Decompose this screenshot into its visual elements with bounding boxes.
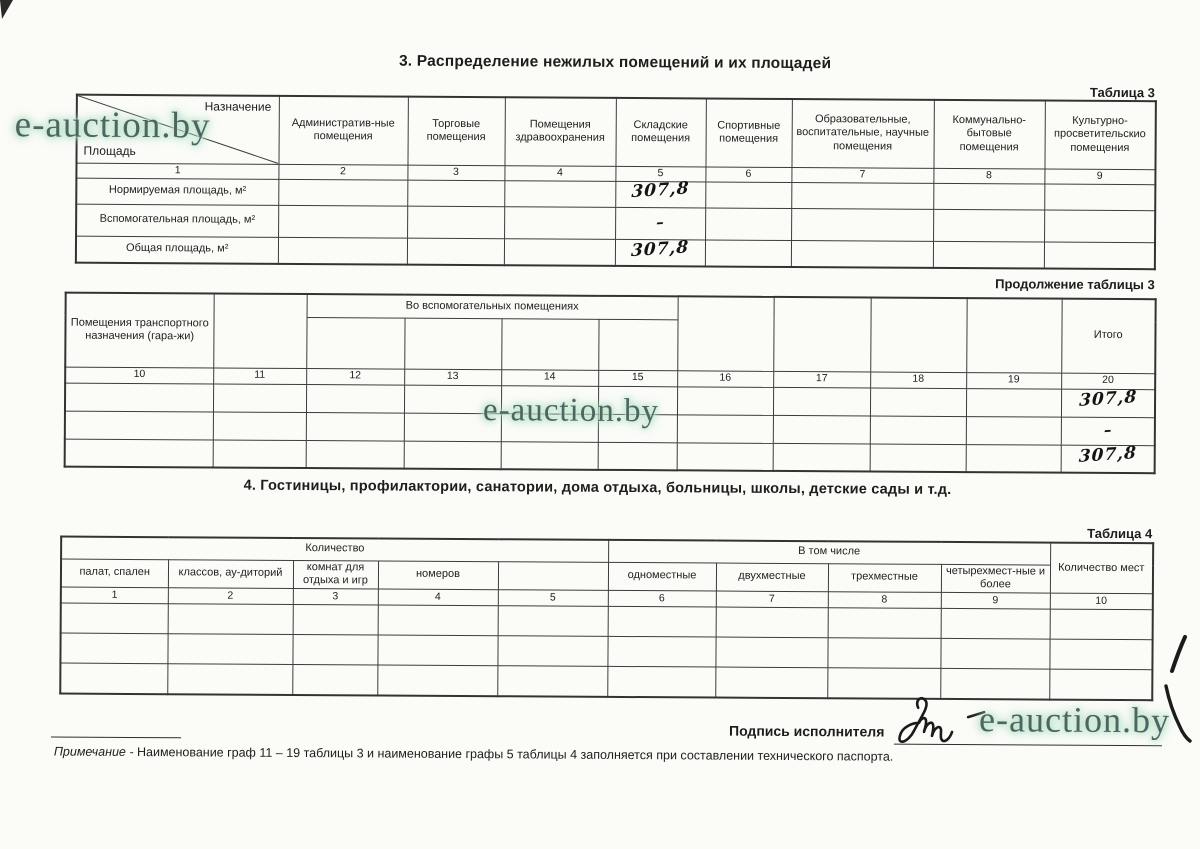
table-cell: [498, 606, 608, 637]
column-header: палат, спален: [61, 559, 168, 588]
column-header: четырехмест-ные и более: [941, 564, 1050, 593]
empty-sub-header: [501, 318, 598, 370]
layout-element: [899, 698, 984, 742]
table-cell: [60, 663, 167, 694]
table-cell: [773, 387, 870, 416]
watermark-top-left: e-auction.by: [14, 104, 211, 147]
table-3-continuation: [64, 292, 1157, 475]
column-header: Спортивные помещения: [705, 98, 791, 167]
handwritten-cell: [1061, 417, 1155, 446]
layout-element: [899, 698, 952, 742]
table-cell: [278, 179, 407, 206]
table-cell: [213, 411, 306, 440]
handwritten-cell: [615, 207, 705, 240]
column-header: Административ-ные помещения: [278, 96, 407, 165]
empty-column-header: [498, 561, 608, 590]
handwritten-value: 307,8: [1078, 443, 1137, 467]
table-cell: 2: [278, 164, 407, 180]
table-cell: 4: [504, 165, 615, 181]
handwritten-cell: [1061, 445, 1155, 474]
table-cell: 9: [1044, 169, 1155, 185]
table-cell: [705, 181, 791, 208]
table-cell: 14: [501, 369, 598, 386]
handwritten-value: 307,8: [630, 178, 690, 203]
table-cell: [213, 439, 306, 468]
handwritten-cell: [615, 178, 705, 208]
quantity-span-header: Количество: [61, 537, 608, 562]
empty-column-header: [870, 297, 966, 372]
table-cell: 20: [1061, 373, 1155, 390]
section4-title: 4. Гостиницы, профилактории, санатории, дома отдыха, больницы, школы, детские сады и т.д.: [243, 477, 952, 498]
table-cell: [677, 414, 773, 443]
table-cell: 10: [1050, 593, 1153, 610]
table-cell: [677, 386, 773, 415]
table-cell: [404, 441, 501, 470]
layout-element: [76, 95, 1156, 270]
table-row: [76, 236, 1155, 270]
table-cell: [61, 603, 168, 634]
table-cell: [791, 208, 933, 241]
table-cell: 8: [828, 592, 941, 609]
table-cell: [940, 638, 1049, 669]
footnote-text: Наименование граф 11 – 19 таблицы 3 и наименование графы 5 таблицы 4 заполняется при составлении технического паспорта.: [136, 745, 894, 764]
table-cell: 13: [404, 369, 501, 386]
table-cell: [292, 664, 377, 695]
layout-element: [65, 293, 1156, 474]
table-cell: [377, 665, 497, 696]
table-cell: [933, 241, 1044, 269]
corner-label-ploshchad: Площадь: [83, 143, 136, 158]
table-cell: 15: [598, 370, 677, 386]
column-header: Торговые помещения: [407, 97, 504, 166]
column-header: номеров: [378, 560, 498, 589]
garage-column-header: Помещения транспортного назначения (гара-жи): [65, 293, 213, 368]
table-cell: [677, 442, 773, 471]
layout-element: [60, 537, 1153, 700]
table4-caption: Таблица 4: [1087, 525, 1153, 542]
table-cell: [1044, 184, 1155, 211]
table-cell: [378, 605, 498, 636]
empty-sub-header: [306, 317, 404, 369]
table-cell: [1049, 639, 1152, 670]
table-cell: [608, 606, 716, 637]
table-cell: [504, 238, 615, 266]
column-header: трехместные: [828, 563, 941, 592]
table-cell: 9: [941, 592, 1050, 609]
table-cell: 17: [773, 371, 870, 388]
table-cell: [65, 439, 213, 468]
table-cell: [377, 635, 497, 666]
table-cell: [1049, 669, 1152, 700]
table-cell: [167, 664, 292, 695]
table-cell: [607, 666, 715, 697]
watermark-middle: e-auction.by: [482, 392, 660, 430]
table-cell: [791, 240, 933, 268]
table-cell: [501, 441, 598, 470]
column-header: Помещения здравоохранения: [504, 97, 615, 166]
table-cell: [870, 443, 966, 472]
table-cell: [827, 638, 940, 669]
table-cell: [941, 608, 1050, 639]
table-cell: [870, 387, 966, 416]
table-cell: [407, 238, 504, 266]
table-cell: [278, 205, 407, 238]
table-cell: 3: [407, 165, 504, 181]
table-cell: [773, 443, 870, 472]
row-label: Общая площадь, м²: [76, 236, 278, 264]
column-header: Складские помещения: [615, 98, 705, 167]
table-row: [65, 439, 1155, 474]
table-cell: 19: [966, 372, 1061, 389]
table-cell: 6: [705, 166, 791, 182]
table-cell: [497, 666, 607, 697]
table-cell: [407, 180, 504, 207]
table-cell: [306, 412, 404, 441]
table-cell: [607, 636, 715, 667]
footnote-label: Примечание -: [53, 744, 134, 759]
column-header: одноместные: [608, 562, 716, 591]
table-cell: [716, 607, 828, 638]
places-column-header: Количество мест: [1050, 543, 1153, 594]
table-cell: [213, 383, 306, 412]
total-column-header: Итого: [1061, 299, 1155, 374]
table-cell: [292, 634, 377, 665]
handwritten-value: –: [1103, 420, 1113, 439]
table-cell: [504, 180, 615, 207]
table-cell: [1044, 210, 1155, 243]
table-cell: 1: [76, 163, 278, 179]
table-3: [75, 94, 1157, 271]
empty-column-header: [773, 297, 870, 372]
handwritten-value: 307,8: [1078, 387, 1138, 412]
table-cell: 2: [168, 588, 293, 605]
table-cell: 4: [378, 589, 498, 606]
column-header: двухместные: [716, 563, 828, 592]
row-label: Нормируемая площадь, м²: [76, 178, 278, 205]
table-cell: [715, 667, 827, 698]
handwritten-value: 307,8: [630, 236, 690, 261]
table-cell: [598, 442, 677, 470]
table3-continuation-caption: Продолжение таблицы 3: [995, 276, 1155, 293]
table-cell: [65, 411, 213, 440]
table-4: [59, 536, 1154, 701]
table-cell: 6: [608, 590, 716, 607]
table-cell: 10: [65, 367, 213, 384]
column-header: Коммунально-бытовые помещения: [933, 100, 1044, 169]
column-header: Образовательные, воспитательные, научные помещения: [791, 99, 933, 168]
table-cell: 8: [933, 168, 1044, 184]
table-cell: 3: [293, 588, 378, 605]
table-cell: [504, 206, 615, 239]
table-cell: [1044, 242, 1155, 270]
empty-column-header: [213, 293, 306, 368]
table-cell: [1050, 609, 1153, 640]
table-cell: [497, 636, 607, 667]
table-cell: 18: [870, 371, 966, 388]
table3-header-row: [76, 95, 1155, 170]
table-cell: 7: [716, 591, 828, 608]
watermark-bottom-right: e-auction.by: [978, 699, 1171, 741]
table-cell: [870, 415, 966, 444]
table-cell: [715, 637, 827, 668]
table-cell: [705, 207, 791, 240]
signature-label: Подпись исполнителя: [728, 722, 885, 740]
row-label: Вспомогательная площадь, м²: [76, 204, 278, 237]
empty-column-header: [677, 296, 773, 371]
table-cell: [65, 383, 213, 412]
handwritten-cell: [615, 236, 705, 267]
table-cell: [60, 633, 167, 664]
note-top-line: [51, 736, 181, 738]
table-cell: [168, 604, 293, 635]
table-cell: 11: [213, 367, 306, 384]
table-cell: 16: [677, 370, 773, 387]
column-header: Культурно-просветительскио помещения: [1044, 101, 1155, 170]
table-cell: [167, 634, 292, 665]
column-header: классов, ау-диторий: [168, 559, 293, 588]
table-cell: [705, 239, 791, 267]
table-cell: [933, 183, 1044, 210]
table-cell: [791, 182, 933, 209]
table-cell: [933, 209, 1044, 242]
column-header: комнат для отдыха и игр: [293, 560, 378, 589]
table-cell: 1: [61, 587, 168, 604]
including-span-header: В том числе: [608, 540, 1050, 565]
table-cell: [966, 416, 1061, 445]
table-cell: [773, 415, 870, 444]
table-cell: [306, 440, 404, 469]
table-cell: [966, 388, 1061, 417]
table-cell: [278, 237, 407, 265]
table3c-span-row: [66, 293, 1156, 323]
section3-title: 3. Распределение нежилых помещений и их площадей: [398, 52, 832, 73]
table-cell: [407, 206, 504, 239]
empty-sub-header: [404, 318, 501, 370]
table-cell: 5: [615, 166, 705, 182]
handwritten-value: –: [655, 212, 665, 232]
table3-caption: Таблица 3: [1089, 84, 1155, 101]
table-cell: [293, 604, 378, 635]
empty-column-header: [966, 298, 1061, 373]
table-cell: [966, 444, 1061, 473]
corner-label-naznachenie: Назначение: [204, 99, 272, 114]
handwritten-cell: [1061, 389, 1155, 418]
table-cell: 12: [306, 368, 404, 385]
table-cell: [828, 608, 941, 639]
table-cell: 5: [498, 590, 608, 607]
empty-sub-header: [598, 319, 677, 370]
aux-span-header: Во вспомогательных помещениях: [307, 294, 678, 319]
table-cell: [306, 384, 404, 413]
table-cell: 7: [791, 167, 933, 183]
